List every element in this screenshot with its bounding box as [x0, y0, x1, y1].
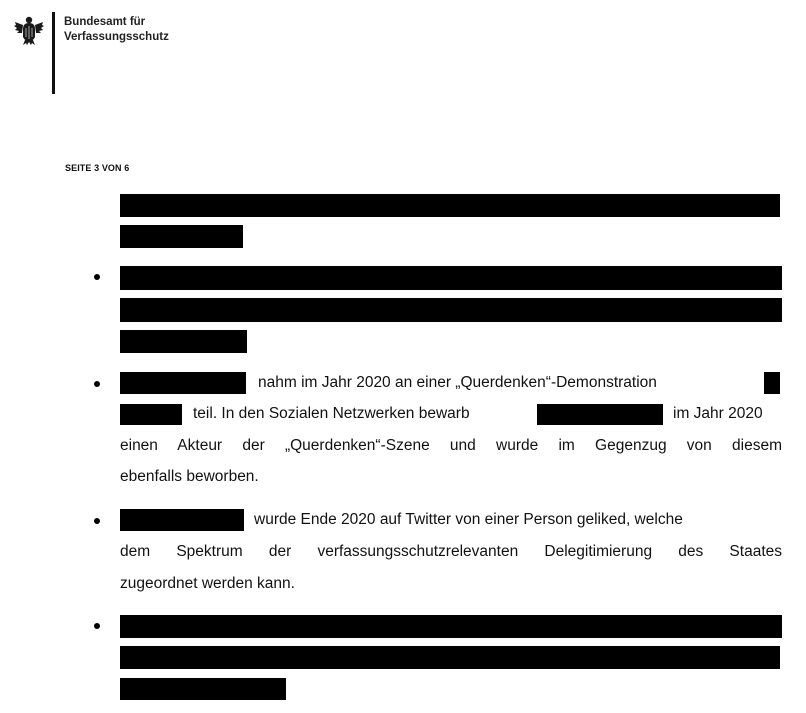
bullet2-line3-text: einen Akteur der „Querdenken“-Szene und wurde im Gegenzug von diesem — [120, 437, 782, 454]
bullet3-line1-text: wurde Ende 2020 auf Twitter von einer Person geliked, welche — [254, 511, 683, 528]
redaction-block — [120, 509, 244, 531]
redaction-block — [120, 404, 182, 425]
page-number: SEITE 3 VON 6 — [65, 163, 130, 173]
redaction-block — [537, 404, 663, 425]
bullet2-line2-text: teil. In den Sozialen Netzwerken bewarb — [193, 405, 470, 422]
redaction-block — [120, 678, 286, 700]
redaction-block — [120, 298, 782, 322]
redaction-block — [120, 330, 247, 353]
bullet-point — [94, 381, 100, 387]
org-name-line2: Verfassungsschutz — [64, 31, 169, 43]
bullet2-line1-text: nahm im Jahr 2020 an einer „Querdenken“-Demonstration — [258, 374, 657, 391]
bullet-point — [94, 623, 100, 629]
redaction-block — [764, 372, 780, 394]
bullet3-line3-text: zugeordnet werden kann. — [120, 575, 295, 592]
organization-name — [64, 15, 169, 45]
redaction-block — [120, 615, 782, 638]
bullet3-line2-text: dem Spektrum der verfassungsschutzrelevanten Delegitimierung des Staates — [120, 543, 782, 560]
org-name-line1: Bundesamt für — [64, 16, 146, 28]
federal-eagle-icon — [14, 14, 44, 46]
bullet2-line2-end-text: im Jahr 2020 — [673, 405, 763, 422]
redaction-block — [120, 194, 780, 217]
bullet-point — [94, 518, 100, 524]
redaction-block — [120, 266, 782, 290]
bullet2-line4-text: ebenfalls beworben. — [120, 468, 259, 485]
redaction-block — [120, 372, 246, 394]
bullet-point — [94, 274, 100, 280]
header-divider — [52, 12, 55, 94]
redaction-block — [120, 225, 243, 248]
redaction-block — [120, 646, 780, 669]
